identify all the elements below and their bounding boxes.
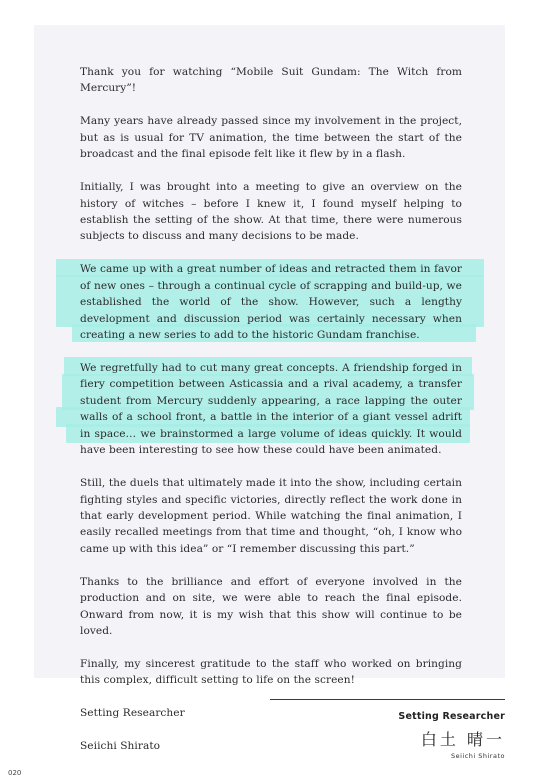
signature-divider <box>270 699 505 700</box>
paragraph-duels: Still, the duels that ultimately made it into the show, including certain fighting styles and specific victories, directly reflect the work done in that early development period. While watching the final animation, I easily recalled meetings from that time and thought, “oh, I know who came up with this idea” or “I remember discussing this part.” <box>80 477 462 555</box>
signature-name-en: Seiichi Shirato <box>450 752 505 760</box>
signature-role: Setting Researcher <box>398 711 505 722</box>
letter-body <box>80 64 462 755</box>
signature-name-jp: 白土 晴一 <box>420 730 505 749</box>
paragraph-concepts: We regretfully had to cut many great concepts. A friendship forged in fiery competition between Asticassia and a rival academy, a transfer student from Mercury suddenly appearing, a race lapping the outer walls of a school front, a battle in the interior of a giant vessel adrift in space… we brainstormed a large volume of ideas quickly. It would have been interesting to see how these could have been animated. <box>80 362 462 457</box>
letter-signoff-role: Setting Researcher <box>80 707 185 720</box>
paragraph-years: Many years have already passed since my involvement in the project, but as is usual for TV animation, the time between the start of the broadcast and the final episode felt like it flew by in a flash. <box>80 115 462 161</box>
letter-signoff-name: Seiichi Shirato <box>80 740 161 753</box>
paragraph-brilliance: Thanks to the brilliance and effort of everyone involved in the production and on site, we were able to reach the final episode. Onward from now, it is my wish that this show will continue to be loved. <box>80 575 462 637</box>
paragraph-ideas: We came up with a great number of ideas and retracted them in favor of new ones – through a continual cycle of scrapping and build-up, we established the world of the show. However, such a lengthy development and discussion period was certainly necessary when creating a new series to add to the historic Gundam franchise. <box>80 263 462 342</box>
page-number: 020 <box>8 769 22 777</box>
paragraph-initially: Initially, I was brought into a meeting to give an overview on the history of witches – before I knew it, I found myself helping to establish the setting of the show. At that time, there were numerous subjects to discuss and many decisions to be made. <box>80 181 462 243</box>
paragraph-gratitude: Finally, my sincerest gratitude to the staff who worked on bringing this complex, difficult setting to life on the screen! <box>80 657 462 687</box>
paragraph-thanks: Thank you for watching “Mobile Suit Gundam: The Witch from Mercury”! <box>80 66 462 95</box>
highlighted-block-ideas <box>80 261 462 343</box>
highlighted-block-concepts <box>80 360 462 458</box>
